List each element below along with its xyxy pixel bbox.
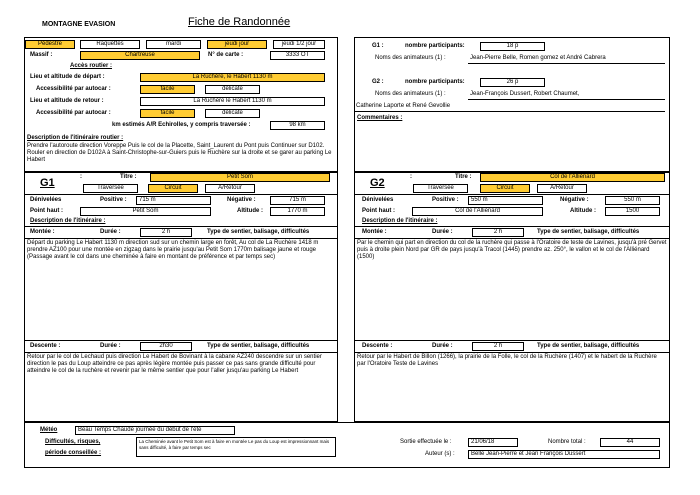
g1-titre-label: Titre :: [120, 174, 137, 180]
access1-delicate[interactable]: délicate: [205, 85, 260, 94]
g1-montee-label: Montée :: [30, 229, 55, 235]
g1-haut-label: Point haut :: [30, 208, 63, 214]
g2-descente-duree[interactable]: 2 h: [472, 342, 524, 351]
g2-duree-label: Durée :: [432, 229, 453, 235]
g1-descente-label: Descente :: [30, 343, 61, 349]
g1-divider-4: [25, 340, 337, 341]
g1-haut-value[interactable]: Petit Som: [80, 207, 211, 216]
g2-montee-label: Montée :: [362, 229, 387, 235]
org-name: MONTAGNE EVASION: [42, 21, 116, 28]
retour-label: Lieu et altitude de retour :: [30, 98, 104, 104]
g1-code: G1: [40, 177, 55, 189]
meteo-value[interactable]: Beau Temps Chaude journée du début de l'été: [75, 426, 235, 435]
access1-label: Accessibilité par autocar :: [36, 86, 111, 92]
g1-montee-text: Départ du parking Le Habert 1130 m direction sud sur un chemin large en forêt, Au col de La Ruchère 1418 m prendre AZ100 pour une montée en zigzag dans le prairie jusqu'au Petit Som 1770m balisage jaune et rouge (Passage avant le col dans une cheminée à faire en montant de préférence et par temps sec): [27, 240, 319, 261]
massif-label: Massif :: [30, 52, 53, 58]
g2-montee-duree[interactable]: 2 h: [472, 228, 524, 237]
sortie-label: Sortie effectuée le :: [400, 439, 452, 445]
comments-title: Commentaires :: [357, 115, 403, 121]
g1-traversee[interactable]: Traversée: [83, 184, 138, 193]
duration-option[interactable]: jeudi 1/2 jour: [273, 40, 325, 49]
g2-descente-sentier-label: Type de sentier, balisage, difficultés: [537, 343, 640, 349]
g2-anim-value-2[interactable]: Catherine Laporte et René Gevollie: [356, 103, 451, 109]
day-option[interactable]: mardi: [146, 40, 201, 49]
g2-divider-1: [355, 194, 669, 195]
g1-anim-label: Noms des animateurs (1) :: [375, 55, 446, 61]
massif-value[interactable]: Chartreuse: [80, 51, 200, 60]
g2-anim2-underline: [355, 111, 665, 112]
g1-descente-duree[interactable]: 2h30: [140, 342, 192, 351]
g2-descente-duree-label: Durée :: [432, 343, 453, 349]
g1-anim-value[interactable]: Jean-Pierre Belle, Romen gomez et André Cabrera: [470, 55, 606, 61]
g2-titre-value[interactable]: Col de l'Alliénard: [480, 173, 665, 182]
g1-divider-5: [25, 352, 337, 353]
sortie-value[interactable]: 21/06/18: [468, 438, 518, 447]
g1-divider-2: [25, 226, 337, 227]
total-value[interactable]: 44: [600, 438, 660, 447]
g2-pos-label: Positive :: [432, 197, 459, 203]
g1-titre-value[interactable]: Petit Som: [150, 173, 330, 182]
g2-aretour[interactable]: A/Retour: [537, 184, 587, 193]
g2-haut-label: Point haut :: [362, 208, 395, 214]
g2-descente-text: Retour par le Habert de Billon (1266), la prairie de la Folle, le col de la Ruchère (1407) et le habert de la Ruchère par l'Oratoire Teste de Lavines: [357, 354, 657, 368]
route-desc-title: Description de l'itinéraire routier :: [27, 135, 124, 141]
g2-anim-label: Noms des animateurs (1) :: [375, 91, 446, 97]
g1-anim-underline: [468, 63, 665, 64]
g2-titre-label: Titre :: [455, 174, 472, 180]
g1-neg-label: Négative :: [227, 197, 256, 203]
g2-neg-value[interactable]: 550 m: [605, 196, 660, 205]
g2-desc-title: Description de l'itinéraire :: [362, 218, 438, 224]
g1-divider-1: [25, 194, 337, 195]
g2-code: G2: [370, 177, 385, 189]
g1-group-label: G1 :: [372, 43, 384, 49]
g1-neg-value[interactable]: 715 m: [270, 196, 325, 205]
access2-delicate[interactable]: délicate: [205, 109, 260, 118]
g1-pos-label: Positive :: [100, 197, 127, 203]
g1-count-value[interactable]: 18 p: [480, 42, 545, 51]
g2-alt-label: Altitude :: [570, 208, 596, 214]
g2-divider-3: [355, 238, 669, 239]
g2-colon: :: [410, 174, 412, 180]
g2-divider-5: [355, 352, 669, 353]
acces-title: Accès routier :: [70, 63, 113, 69]
g1-duree-label: Durée :: [100, 229, 121, 235]
difficultes-label: Difficultés, risques,: [45, 439, 101, 445]
g1-descente-text: Retour par le col de Lechaud puis direction Le Habert de Bovinant à la cabane AZ240 descendre sur un sentier direction le pas du Loup atteindre ce pas après légère montée puis passer ce pas sans grande difficulté pour atteindre le col de la ruchère et revenir par le même sentier que pour l'aller jusqu'au parking Le Habert: [27, 354, 322, 375]
access2-label: Accessibilité par autocar :: [36, 110, 111, 116]
route-desc-text: Prendre l'autoroute direction Voreppe Puis le col de la Placette, Saint_Laurent du Pont puis Continuer sur D102. Rouler en direction de D102A à Saint-Christophe-sur-Guiers puis le Ruchère sur la droite et se garer au parking Le Habert: [27, 143, 332, 164]
depart-label: Lieu et altitude de départ :: [30, 74, 105, 80]
g2-anim-value[interactable]: Jean-François Dussert, Robert Chaumet,: [470, 91, 580, 97]
carte-value[interactable]: 3333 OT: [270, 51, 325, 60]
difficultes-text: La Cheminée avant le Petit Som est à faire en montée Le pas du Loup est impressionnant mais sans difficulté, à faire par temps sec: [139, 439, 330, 450]
g1-montee-duree[interactable]: 2 h: [140, 228, 192, 237]
km-value[interactable]: 98 km: [270, 121, 325, 130]
g1-descente-duree-label: Durée :: [100, 343, 121, 349]
g1-count-label: nombre participants:: [405, 43, 465, 49]
g1-alt-value[interactable]: 1770 m: [270, 207, 325, 216]
access1-facile[interactable]: facile: [140, 85, 195, 94]
g2-sentier-label: Type de sentier, balisage, difficultés: [537, 229, 640, 235]
g1-divider-3: [25, 238, 337, 239]
carte-label: N° de carte :: [208, 52, 244, 58]
g1-desc-title: Description de l'itinéraire :: [30, 218, 106, 224]
g2-circuit[interactable]: Circuit: [480, 184, 530, 193]
g2-group-label: G2 :: [372, 79, 384, 85]
g1-deniv-label: Dénivelées: [30, 197, 62, 203]
g1-pos-value[interactable]: 715 m: [136, 196, 211, 205]
g1-circuit[interactable]: Circuit: [148, 184, 198, 193]
g2-neg-label: Négative :: [560, 197, 589, 203]
total-label: Nombre total :: [548, 439, 586, 445]
periode-label: période conseillée :: [45, 450, 102, 456]
page-title: Fiche de Randonnée: [188, 16, 291, 28]
g2-count-value[interactable]: 26 p: [480, 78, 545, 87]
g2-alt-value[interactable]: 1500: [605, 207, 660, 216]
g2-pos-value[interactable]: 550 m: [468, 196, 543, 205]
g1-alt-label: Altitude :: [237, 208, 263, 214]
g2-count-label: nombre participants:: [405, 79, 465, 85]
g1-descente-sentier-label: Type de sentier, balisage, difficultés: [207, 343, 310, 349]
g1-sentier-label: Type de sentier, balisage, difficultés: [207, 229, 310, 235]
g2-deniv-label: Dénivelées: [362, 197, 394, 203]
retour-value[interactable]: La Ruchère le Habert 1130 m: [140, 97, 325, 106]
g2-montee-text: Par le chemin qui part en direction du col de la ruchère qui passe à l'Oratoire de teste de Lavines, jusqu'à pré Gervet puis à droite plein Nord par GR de pays jusqu'à Tracol (1445) prendre az. 250°, le vallon et le col de l'Alliénard (1500): [357, 240, 667, 261]
pedestre-option[interactable]: Pédestre: [25, 40, 75, 49]
auteurs-label: Auteur (s) :: [425, 451, 455, 457]
g2-descente-label: Descente :: [362, 343, 393, 349]
raquettes-option[interactable]: Raquettes: [80, 40, 140, 49]
g2-divider-4: [355, 340, 669, 341]
auteurs-value[interactable]: Belle Jean-Pierre et Jean François Dussert: [468, 450, 660, 459]
g2-haut-value[interactable]: Col de l'Alliénard: [412, 207, 543, 216]
alt-day-option[interactable]: jeudi jour: [207, 40, 267, 49]
meteo-label: Météo: [40, 427, 58, 433]
g2-anim-underline: [468, 99, 665, 100]
km-label: km estimés A/R Echirolles, y compris traversée :: [112, 122, 251, 128]
access2-facile[interactable]: facile: [140, 109, 195, 118]
depart-value[interactable]: La Ruchère, le Habert 1130 m: [140, 73, 325, 82]
g1-aretour[interactable]: A/Retour: [205, 184, 255, 193]
g1-colon: :: [80, 174, 82, 180]
g2-traversee[interactable]: Traversée: [413, 184, 468, 193]
g2-divider-2: [355, 226, 669, 227]
